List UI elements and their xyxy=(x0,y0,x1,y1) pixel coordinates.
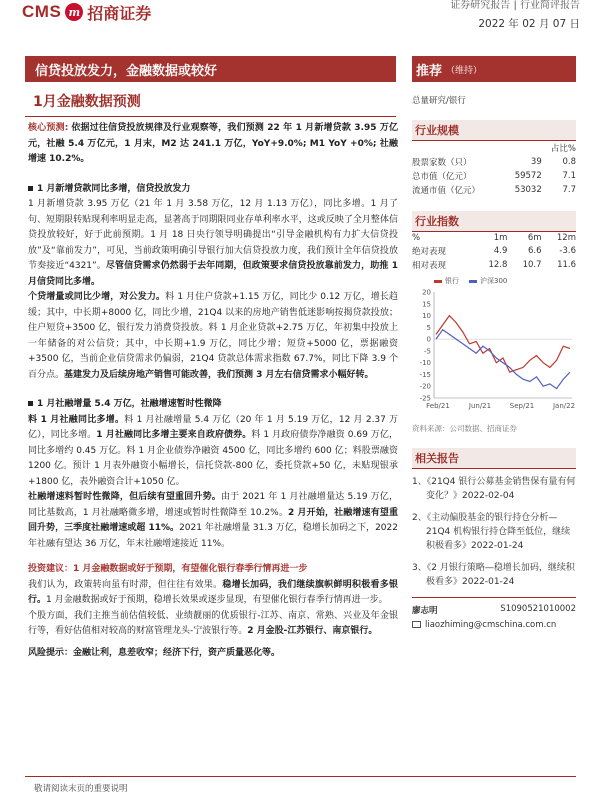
paragraph-1: 1 月新增贷款 3.95 万亿（21 年 1 月 3.58 万亿，12 月 1.13 万亿），同比多增。1 月了句、短期限转贴现利率明显走高，显著高于同期限同业存单利率水平，这或反映了全月整体信贷投放较好，好于此前预期。1 月 18 日央行领导明确提出“引导金融机构有力扩大信贷投放”及“靠前发力”，可见，当前政策明确引导银行加大信贷投放力度，我们预计全年信贷投放节奏接近“4321”。尽管信贷需求仍然弱于去年同期，但政策要求信贷投放靠前发力，助推 1 月信贷同比多增。 xyxy=(28,199,398,287)
table-row: 总市值（亿元） 59572 7.1 xyxy=(412,171,576,182)
side-column xyxy=(412,94,576,632)
rating-label: 推荐 xyxy=(416,63,443,79)
company-logo xyxy=(22,0,151,24)
paragraph-3: 料 1 月社融同比多增。料 1 月社融增量 5.4 万亿（20 年 1 月 5.19 万亿，12 月 2.37 万亿），同比多增。1 月社融同比多增主要来自政府债券。料 1 月政府债券净融资 0.69 万亿，同比多增约 0.45 万亿。料 1 月企业债券净融资 4500 亿，同比多增约 600 亿；料股票融资 1200 亿。预计 1 月表外融资小幅增长，信托贷款-800 亿，委托贷款+50 亿，未贴现银承+1800 亿，表外融资合计+1050 亿。 xyxy=(28,414,398,487)
bullet-icon xyxy=(28,186,33,191)
chart-legend xyxy=(412,276,576,286)
y-tick-label: -25 xyxy=(419,394,431,403)
core-text: 依据过往信贷投放规律及行业观察等，我们预测 22 年 1 月新增贷款 3.95 万亿元，社融 5.4 万亿元，1 月末，M2 达 241.1 万亿，YoY+9.0%; M1 YoY +0%; 社融增速 10.2%。 xyxy=(28,123,398,164)
related-report-item[interactable]: 1、《21Q4 银行公募基金销售保有量有何变化？》2022-02-04 xyxy=(412,477,576,501)
investment-advice-title: 投资建议：1 月金融数据或好于预期，有望催化银行春季行情再进一步 xyxy=(28,564,308,574)
core-label: 核心预测: xyxy=(28,123,69,133)
y-tick-label: 15 xyxy=(422,300,431,309)
category-label: 总量研究/银行 xyxy=(412,96,466,106)
index-chart xyxy=(412,276,576,421)
scale-section-title: 行业规模 xyxy=(412,120,576,140)
subtitle: 1月金融数据预测 xyxy=(33,94,141,110)
table-row: 流通市值（亿元） 53032 7.7 xyxy=(412,185,576,196)
y-tick-label: -10 xyxy=(419,359,431,368)
x-tick-label: Jan/22 xyxy=(552,402,576,410)
x-tick-label: Jun/21 xyxy=(468,402,492,410)
table-row: 股票家数（只） 39 0.8 xyxy=(412,157,576,168)
logo-badge: m xyxy=(65,3,83,21)
table-row: 绝对表现 4.9 6.6 -3.6 xyxy=(412,246,576,257)
table-header-row: % 1m 6m 12m xyxy=(412,233,576,243)
y-tick-label: -15 xyxy=(419,370,431,379)
report-type: 证券研究报告 | 行业简评报告 xyxy=(450,0,580,11)
section-2-title: 1 月社融增量 5.4 万亿，社融增速暂时性微降 xyxy=(28,397,398,413)
line-chart xyxy=(412,286,576,418)
paragraph-4: 社融增速料暂时性微降，但后续有望重回升势。由于 2021 年 1 月社融增量达 5.19 万亿，同比基数高，1 月社融略微多增，增速或暂时性微降至 10.2%。2 月开始，社融增速有望重回升势，三季度社融增速或超 11%。2021 年社融增量 31.3 万亿，稳增长加码之下，2022 年社融有望达 36 万亿，年末社融增速接近 11%。 xyxy=(28,492,398,549)
related-report-item[interactable]: 2、《主动偏股基金的银行持仓分析—21Q4 机构银行持仓降至低位，继续积极看多》2022-01-24 xyxy=(412,513,571,551)
y-tick-label: 10 xyxy=(422,312,431,321)
rating-banner xyxy=(412,56,576,82)
analyst-info xyxy=(412,602,576,632)
logo-en: CMS xyxy=(22,2,62,21)
x-tick-label: Feb/21 xyxy=(426,402,450,410)
investment-paragraph-2: 个股方面，我们主推当前估值较低、业绩靓丽的优质银行-江苏、南京、常熟、兴业及年金银行等，看好估值相对较高的财富管理龙头-宁波银行等。2 月金股-江苏银行、南京银行。 xyxy=(28,610,398,636)
main-body xyxy=(28,121,398,661)
report-date: 2022 年 02 月 07 日 xyxy=(478,18,580,30)
x-tick-label: Sep/21 xyxy=(509,402,535,410)
footer-note: 敬请阅读末页的重要说明 xyxy=(34,784,128,794)
series-line-bank xyxy=(436,316,570,373)
y-tick-label: 5 xyxy=(426,323,431,332)
table-header-row: 占比% xyxy=(550,144,576,154)
bullet-icon xyxy=(28,401,33,406)
logo-cn: 招商证券 xyxy=(87,3,152,23)
scale-table xyxy=(412,141,576,197)
section-1-title: 1 月新增贷款同比多增，信贷投放发力 xyxy=(28,182,398,198)
legend-item-bank: 银行 xyxy=(434,276,459,286)
y-tick-label: -20 xyxy=(419,382,431,391)
y-tick-label: 0 xyxy=(426,335,431,344)
paragraph-2: 个贷增量或同比少增，对公发力。料 1 月住户贷款+1.15 万亿，同比少 0.12 万亿，增长趋缓；其中，中长期+8000 亿，同比少增，21Q4 以来的房地产销售低迷影响按揭贷款投放；住户短贷+3500 亿，银行发力消费贷投放。料 1 月企业贷款+2.75 万亿，年初集中投放上一年储备的对公信贷；其中，中长期+1.9 万亿，同比少增；短贷+5000 亿，票据融资+3500 亿，当前企业信贷需求仍偏弱，21Q4 贷款总体需求指数 67.7%，同比下降 3.9 个百分点。基建发力及后续房地产销售可能改善，我们预测 3 月左右信贷需求小幅好转。 xyxy=(28,292,398,380)
legend-item-hs300: 沪深300 xyxy=(469,276,507,286)
chart-source: 资料来源：公司数据、招商证券 xyxy=(412,424,517,433)
header-info xyxy=(450,0,580,31)
index-section-title: 行业指数 xyxy=(412,211,576,231)
rating-sub: （维持） xyxy=(446,65,483,76)
analyst-id: S1090521010002 xyxy=(500,604,576,614)
mail-icon xyxy=(412,621,421,628)
table-row: 相对表现 12.8 10.7 11.6 xyxy=(412,260,576,271)
y-tick-label: -5 xyxy=(424,347,431,356)
analyst-name: 廖志明 xyxy=(412,606,438,616)
related-section-title: 相关报告 xyxy=(412,448,576,468)
core-forecast xyxy=(28,121,398,168)
analyst-email[interactable]: liaozhiming@cmschina.com.cn xyxy=(425,620,557,630)
related-report-item[interactable]: 3、《2 月银行策略—稳增长加码，继续积极看多》2022-01-24 xyxy=(412,563,575,587)
footer-divider xyxy=(25,776,576,777)
index-table xyxy=(412,232,576,272)
related-reports xyxy=(412,475,576,589)
title-divider xyxy=(25,116,396,117)
analyst-email-row xyxy=(412,620,556,630)
report-title: 信贷投放发力，金融数据或较好 xyxy=(25,56,396,82)
y-tick-label: 20 xyxy=(422,288,431,297)
investment-paragraph-1: 我们认为，政策转向虽有时滞，但往往有效果。稳增长加码，我们继续旗帜鲜明积极看多银行。1 月金融数据或好于预期，稳增长效果或逐步显现，有望催化银行春季行情再进一步。 xyxy=(28,579,398,605)
risk-warning: 风险提示：金融让利，息差收窄；经济下行，资产质量恶化等。 xyxy=(28,647,281,658)
